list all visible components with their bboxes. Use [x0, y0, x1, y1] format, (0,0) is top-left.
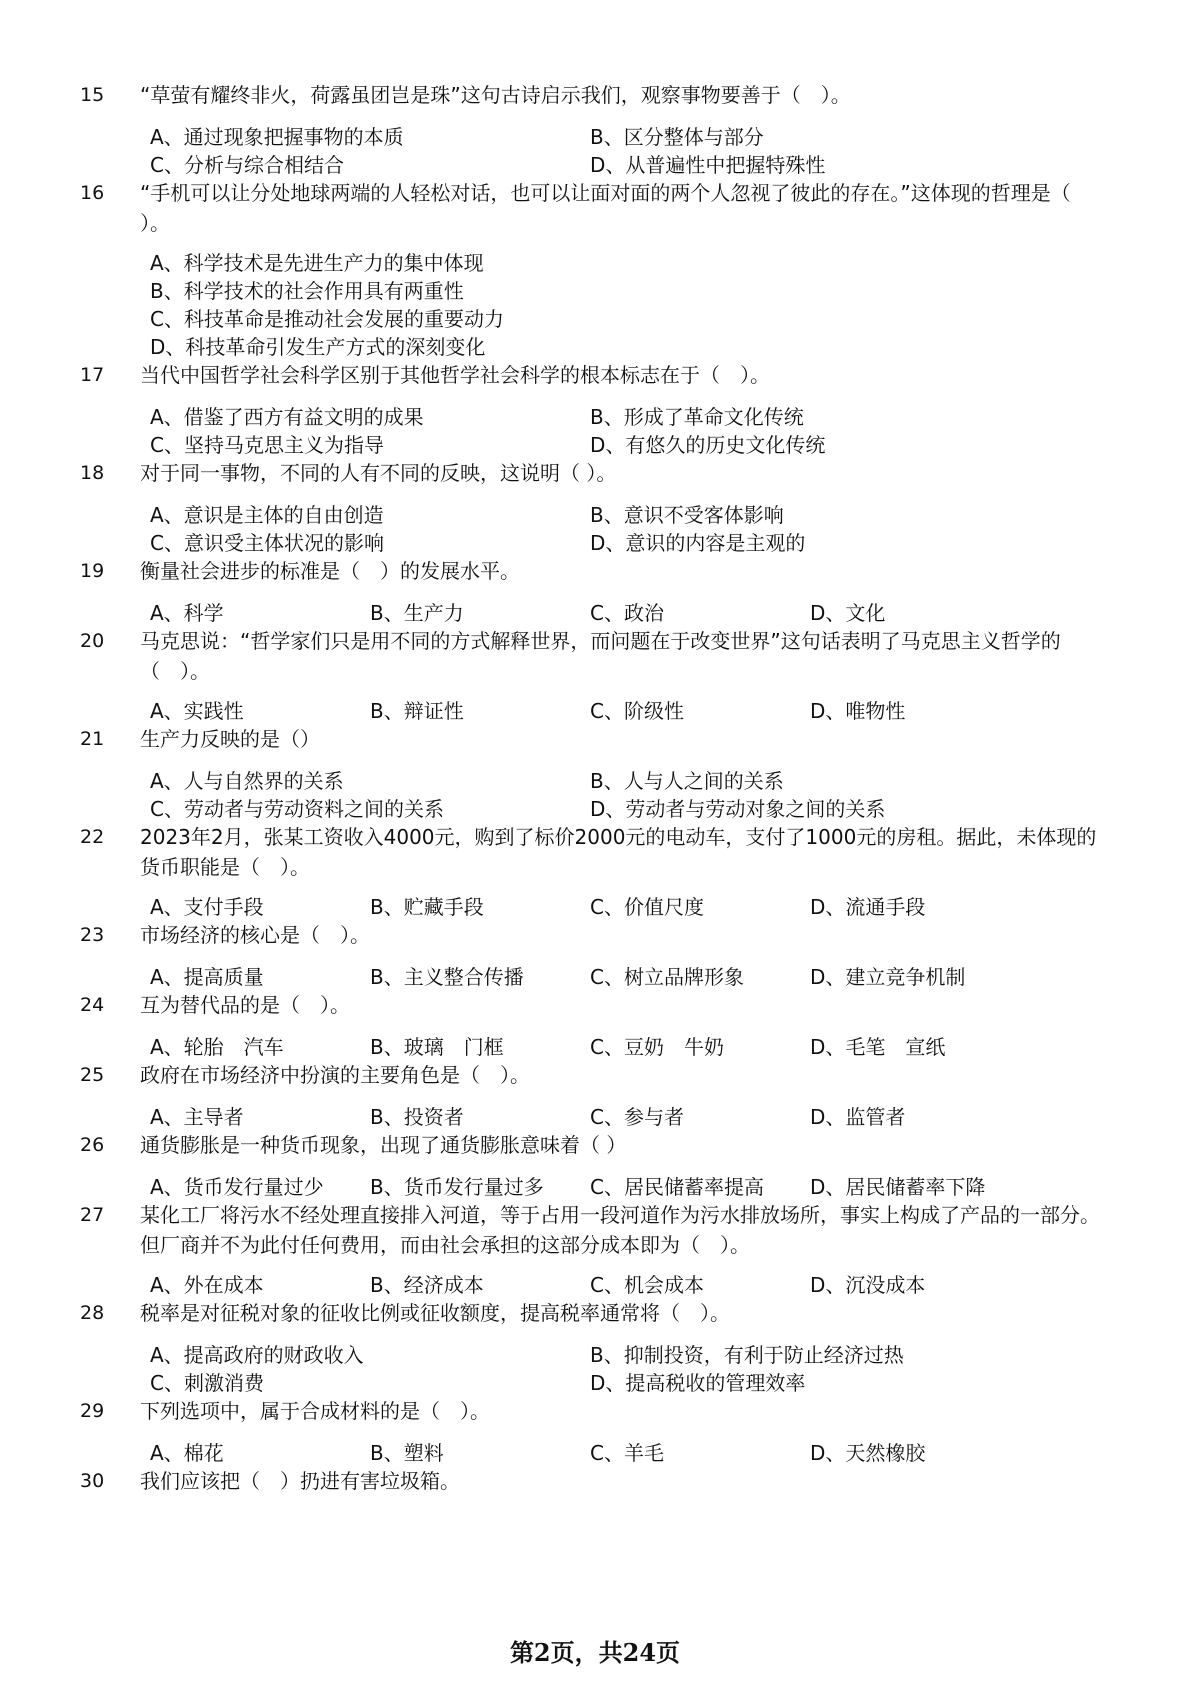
option-c: C、分析与综合相结合 [150, 153, 344, 177]
question-number: 24 [80, 994, 105, 1016]
question-number: 23 [80, 924, 105, 946]
option-a: A、意识是主体的自由创造 [150, 503, 384, 527]
option-d: D、建立竞争机制 [810, 965, 966, 989]
option-a: A、轮胎 汽车 [150, 1035, 284, 1059]
question-number: 26 [80, 1134, 105, 1156]
page-footer: 第2页，共24页 [509, 1638, 681, 1667]
option-d: D、流通手段 [810, 895, 926, 919]
option-d: D、毛笔 宣纸 [810, 1035, 946, 1059]
question-number: 22 [80, 826, 105, 848]
option-b: B、意识不受客体影响 [590, 503, 784, 527]
question-text: 生产力反映的是（） [140, 727, 320, 751]
option-b: B、塑料 [370, 1441, 444, 1465]
option-a: A、通过现象把握事物的本质 [150, 125, 404, 149]
question-number: 15 [80, 84, 105, 106]
option-b: B、货币发行量过多 [370, 1175, 544, 1199]
option-d: D、沉没成本 [810, 1273, 926, 1297]
question-text: 某化工厂将污水不经处理直接排入河道，等于占用一段河道作为污水排放场所，事实上构成了产品的一部分。但厂商并不为此付任何费用，而由社会承担的这部分成本即为（ ）。 [140, 1203, 1100, 1257]
question-text: 税率是对征税对象的征收比例或征收额度，提高税率通常将（ ）。 [140, 1301, 730, 1325]
question-number: 28 [80, 1302, 105, 1324]
option-c: C、参与者 [590, 1105, 684, 1129]
option-d: D、有悠久的历史文化传统 [590, 433, 826, 457]
option-d: D、提高税收的管理效率 [590, 1371, 806, 1395]
option-a: A、棉花 [150, 1441, 224, 1465]
option-b: B、区分整体与部分 [590, 125, 764, 149]
question-number: 27 [80, 1204, 105, 1226]
option-d: D、意识的内容是主观的 [590, 531, 806, 555]
question-number: 17 [80, 364, 105, 386]
option-c: C、劳动者与劳动资料之间的关系 [150, 797, 444, 821]
option-b: B、形成了革命文化传统 [590, 405, 804, 429]
question-text: 通货膨胀是一种货币现象，出现了通货膨胀意味着（ ） [140, 1133, 627, 1157]
option-a: A、借鉴了西方有益文明的成果 [150, 405, 424, 429]
question-text: 马克思说：“哲学家们只是用不同的方式解释世界，而问题在于改变世界”这句话表明了马克思主义哲学的（ ）。 [140, 629, 1061, 683]
option-c: C、刺激消费 [150, 1371, 264, 1395]
option-b: B、科学技术的社会作用具有两重性 [150, 279, 464, 303]
question-text: 互为替代品的是（ ）。 [140, 993, 350, 1017]
question-number: 19 [80, 560, 105, 582]
option-c: C、价值尺度 [590, 895, 704, 919]
option-c: C、坚持马克思主义为指导 [150, 433, 384, 457]
question-text: 当代中国哲学社会科学区别于其他哲学社会科学的根本标志在于（ ）。 [140, 363, 770, 387]
option-a: A、人与自然界的关系 [150, 769, 344, 793]
option-b: B、人与人之间的关系 [590, 769, 784, 793]
option-d: D、天然橡胶 [810, 1441, 926, 1465]
question-text: 市场经济的核心是（ ）。 [140, 923, 370, 947]
option-c: C、豆奶 牛奶 [590, 1035, 724, 1059]
question-number: 21 [80, 728, 105, 750]
option-b: B、抑制投资，有利于防止经济过热 [590, 1343, 904, 1367]
option-a: A、实践性 [150, 699, 244, 723]
option-d: D、居民储蓄率下降 [810, 1175, 986, 1199]
option-a: A、科学技术是先进生产力的集中体现 [150, 251, 484, 275]
option-c: C、政治 [590, 601, 664, 625]
option-a: A、主导者 [150, 1105, 244, 1129]
question-number: 29 [80, 1400, 105, 1422]
option-c: C、阶级性 [590, 699, 684, 723]
question-number: 16 [80, 182, 105, 204]
option-b: B、玻璃 门框 [370, 1035, 504, 1059]
question-text: 对于同一事物，不同的人有不同的反映，这说明（ ）。 [140, 461, 617, 485]
question-text: 2023年2月，张某工资收入4000元，购到了标价2000元的电动车，支付了1000元的房租。据此，未体现的货币职能是（ ）。 [140, 825, 1097, 879]
option-d: D、科技革命引发生产方式的深刻变化 [150, 335, 486, 359]
question-text: 下列选项中，属于合成材料的是（ ）。 [140, 1399, 490, 1423]
question-text: 政府在市场经济中扮演的主要角色是（ ）。 [140, 1063, 530, 1087]
question-number: 20 [80, 630, 105, 652]
question-text: 我们应该把（ ）扔进有害垃圾箱。 [140, 1469, 460, 1493]
option-b: B、辩证性 [370, 699, 464, 723]
option-a: A、支付手段 [150, 895, 264, 919]
option-c: C、树立品牌形象 [590, 965, 744, 989]
option-c: C、羊毛 [590, 1441, 664, 1465]
option-c: C、居民储蓄率提高 [590, 1175, 764, 1199]
option-a: A、科学 [150, 601, 224, 625]
question-text: “手机可以让分处地球两端的人轻松对话，也可以让面对面的两个人忽视了彼此的存在。”这体现的哲理是（ ）。 [140, 181, 1071, 235]
option-a: A、外在成本 [150, 1273, 264, 1297]
option-d: D、从普遍性中把握特殊性 [590, 153, 826, 177]
option-b: B、贮藏手段 [370, 895, 484, 919]
option-d: D、文化 [810, 601, 886, 625]
option-a: A、提高质量 [150, 965, 264, 989]
option-c: C、科技革命是推动社会发展的重要动力 [150, 307, 504, 331]
option-b: B、主义整合传播 [370, 965, 524, 989]
question-number: 30 [80, 1470, 105, 1492]
option-b: B、经济成本 [370, 1273, 484, 1297]
option-c: C、意识受主体状况的影响 [150, 531, 384, 555]
question-number: 25 [80, 1064, 105, 1086]
option-d: D、监管者 [810, 1105, 906, 1129]
option-b: B、投资者 [370, 1105, 464, 1129]
option-d: D、唯物性 [810, 699, 906, 723]
option-c: C、机会成本 [590, 1273, 704, 1297]
question-number: 18 [80, 462, 105, 484]
option-a: A、提高政府的财政收入 [150, 1343, 364, 1367]
question-text: “草萤有耀终非火，荷露虽团岂是珠”这句古诗启示我们，观察事物要善于（ ）。 [140, 83, 851, 107]
option-d: D、劳动者与劳动对象之间的关系 [590, 797, 886, 821]
option-b: B、生产力 [370, 601, 464, 625]
option-a: A、货币发行量过少 [150, 1175, 324, 1199]
question-text: 衡量社会进步的标准是（ ）的发展水平。 [140, 559, 520, 583]
